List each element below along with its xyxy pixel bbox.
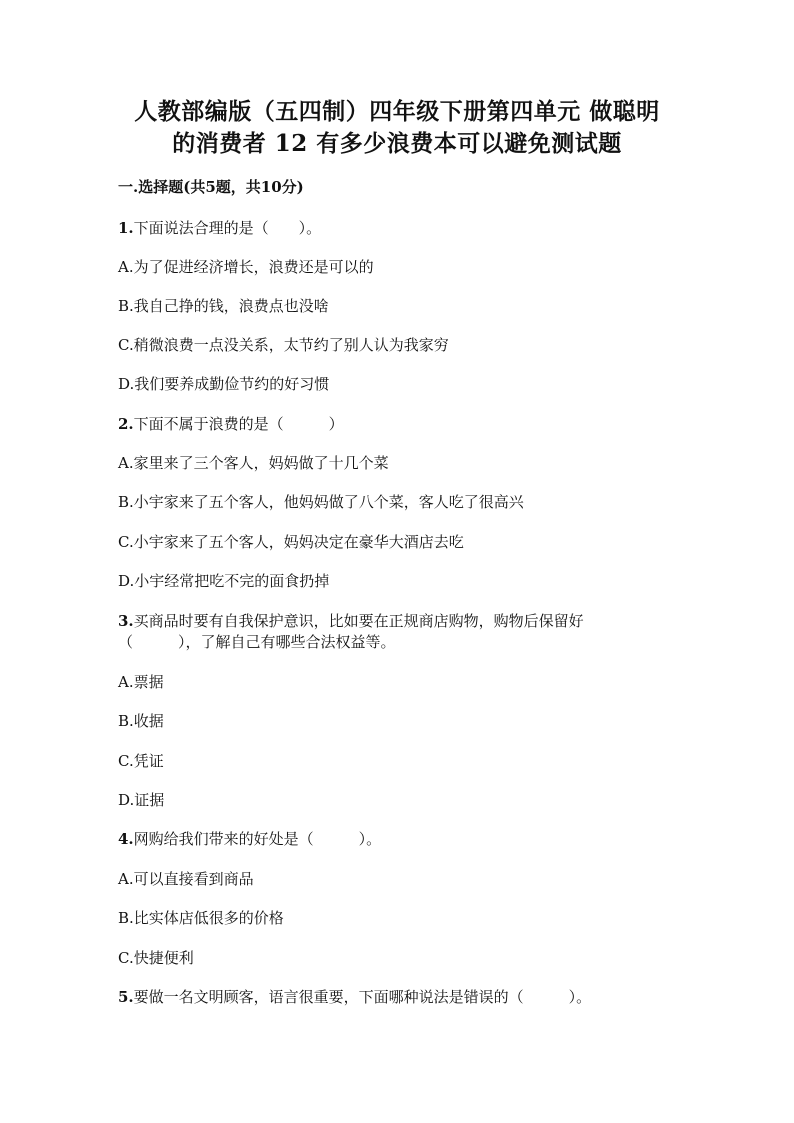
document-title-line-2: 的消费者 12 有多少浪费本可以避免测试题 bbox=[172, 130, 622, 157]
option-2b: B.小宇家来了五个客人，他妈妈做了八个菜，客人吃了很高兴 bbox=[118, 493, 524, 511]
option-4c: C.快捷便利 bbox=[118, 949, 194, 967]
option-1a: A.为了促进经济增长，浪费还是可以的 bbox=[118, 258, 374, 276]
question-3-continuation: （ ），了解自己有哪些合法权益等。 bbox=[118, 633, 396, 651]
option-4b: B.比实体店低很多的价格 bbox=[118, 909, 284, 927]
option-1d: D.我们要养成勤俭节约的好习惯 bbox=[118, 375, 330, 393]
option-3c: C.凭证 bbox=[118, 752, 164, 770]
question-1 bbox=[118, 218, 321, 238]
option-3b: B.收据 bbox=[118, 712, 164, 730]
option-3a: A.票据 bbox=[118, 673, 164, 691]
option-1c: C.稍微浪费一点没关系，太节约了别人认为我家穷 bbox=[118, 336, 449, 354]
question-number: 1. bbox=[118, 219, 134, 237]
question-5 bbox=[118, 987, 591, 1007]
question-number: 4. bbox=[118, 830, 134, 848]
question-number: 5. bbox=[118, 988, 134, 1006]
option-2c: C.小宇家来了五个客人，妈妈决定在豪华大酒店去吃 bbox=[118, 533, 464, 551]
document-title-line-1: 人教部编版（五四制）四年级下册第四单元 做聪明 bbox=[134, 98, 660, 125]
option-2a: A.家里来了三个客人，妈妈做了十几个菜 bbox=[118, 454, 389, 472]
question-stem: 下面不属于浪费的是（ ） bbox=[133, 415, 344, 433]
section-heading: 一.选择题(共5题，共10分) bbox=[118, 178, 304, 196]
question-stem: 下面说法合理的是（ ）。 bbox=[133, 219, 322, 237]
question-stem: 要做一名文明顾客，语言很重要，下面哪种说法是错误的（ ）。 bbox=[133, 988, 592, 1006]
question-stem: 买商品时要有自我保护意识，比如要在正规商店购物，购物后保留好 bbox=[133, 612, 584, 630]
option-2d: D.小宇经常把吃不完的面食扔掉 bbox=[118, 572, 330, 590]
option-4a: A.可以直接看到商品 bbox=[118, 870, 254, 888]
question-number: 3. bbox=[118, 612, 134, 630]
question-number: 2. bbox=[118, 415, 134, 433]
question-2 bbox=[118, 414, 344, 434]
question-stem: 网购给我们带来的好处是（ ）。 bbox=[133, 830, 382, 848]
option-1b: B.我自己挣的钱，浪费点也没啥 bbox=[118, 297, 329, 315]
question-3 bbox=[118, 611, 584, 631]
question-4 bbox=[118, 829, 381, 849]
option-3d: D.证据 bbox=[118, 791, 165, 809]
